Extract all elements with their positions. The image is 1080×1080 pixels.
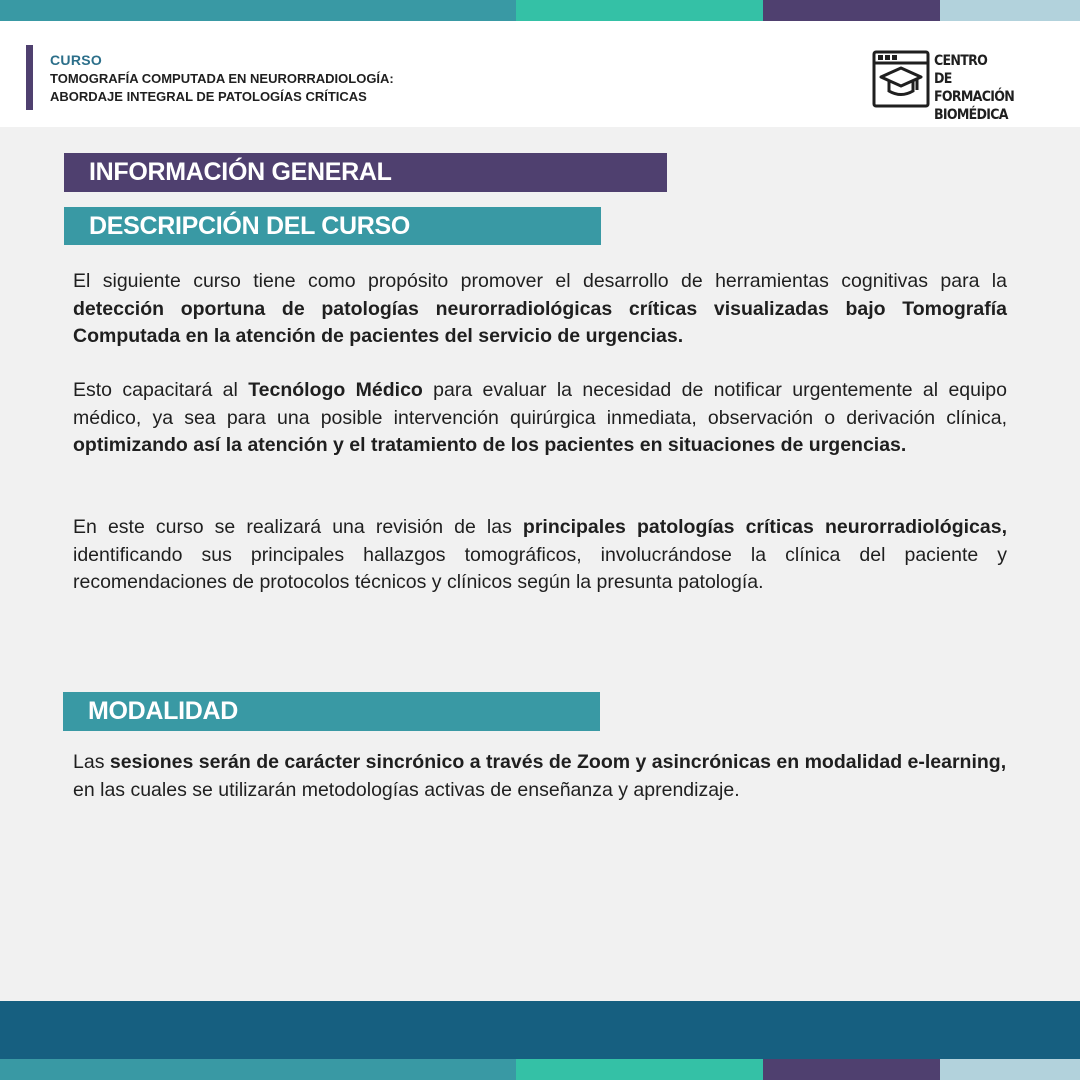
- stripe-segment-mint: [516, 1059, 763, 1080]
- stripe-segment-mint: [516, 0, 763, 21]
- text-run: Esto capacitará al: [73, 379, 249, 401]
- text-run: En este curso se realizará una revisión de las: [73, 516, 523, 538]
- bold-text-run: Tecnólogo Médico: [248, 379, 423, 401]
- stripe-segment-purple: [763, 0, 940, 21]
- centro-formacion-logo: [872, 50, 1032, 123]
- stripe-segment-purple: [763, 1059, 940, 1080]
- logo-text-line2: DE FORMACIÓN: [934, 71, 1015, 105]
- header-accent-bar: [26, 45, 33, 110]
- description-paragraph-2: [73, 377, 1007, 460]
- text-run: Las: [73, 751, 110, 773]
- stripe-segment-light-blue: [940, 0, 1080, 21]
- bold-text-run: principales patologías críticas neurorradiológicas,: [522, 516, 1007, 538]
- stripe-segment-teal: [0, 0, 516, 21]
- logo-text-line1: CENTRO: [934, 53, 988, 69]
- section-heading-modalidad: MODALIDAD: [63, 692, 600, 731]
- text-run: para evaluar la necesidad de notificar urgentemente al equipo médico, ya sea para una posible intervención quirúrgica inmediata, observación o derivación clínica,: [73, 379, 1007, 429]
- section-heading-info-general: INFORMACIÓN GENERAL: [64, 153, 667, 192]
- modality-paragraph: [73, 749, 1007, 804]
- logo-text-line3: BIOMÉDICA: [934, 107, 1008, 123]
- bottom-color-stripe: [0, 1059, 1080, 1080]
- text-run: en las cuales se utilizarán metodologías activas de enseñanza y aprendizaje.: [73, 778, 740, 801]
- bold-text-run: sesiones serán de carácter sincrónico a través de Zoom y asincrónicas en modalidad e-learning,: [109, 751, 1007, 773]
- logo-text: [934, 52, 1022, 124]
- bold-text-run: detección oportuna de patologías neurorradiológicas críticas visualizadas bajo Tomografía Computada en la atención de pacientes del servicio de urgencias.: [73, 297, 1007, 347]
- description-paragraph-3: [73, 514, 1007, 597]
- footer-band: [0, 1001, 1080, 1059]
- text-run: El siguiente curso tiene como propósito promover el desarrollo de herramientas cognitivas para la: [73, 270, 1007, 292]
- page-header: [0, 21, 1080, 127]
- top-color-stripe: [0, 0, 1080, 21]
- bold-text-run: optimizando así la atención y el tratamiento de los pacientes en situaciones de urgencias.: [73, 434, 907, 456]
- course-title-line2: ABORDAJE INTEGRAL DE PATOLOGÍAS CRÍTICAS: [50, 89, 367, 104]
- text-run: identificando sus principales hallazgos tomográficos, involucrándose la clínica del paciente y recomendaciones de protocolos técnicos y clínicos según la presunta patología.: [73, 543, 1007, 593]
- section-heading-descripcion: DESCRIPCIÓN DEL CURSO: [64, 207, 601, 245]
- graduation-cap-browser-icon: [872, 50, 930, 108]
- course-kicker: CURSO: [50, 52, 103, 68]
- description-paragraph-1: [73, 268, 1007, 351]
- course-title-line1: TOMOGRAFÍA COMPUTADA EN NEURORRADIOLOGÍA:: [50, 71, 394, 86]
- stripe-segment-teal: [0, 1059, 516, 1080]
- stripe-segment-light-blue: [940, 1059, 1080, 1080]
